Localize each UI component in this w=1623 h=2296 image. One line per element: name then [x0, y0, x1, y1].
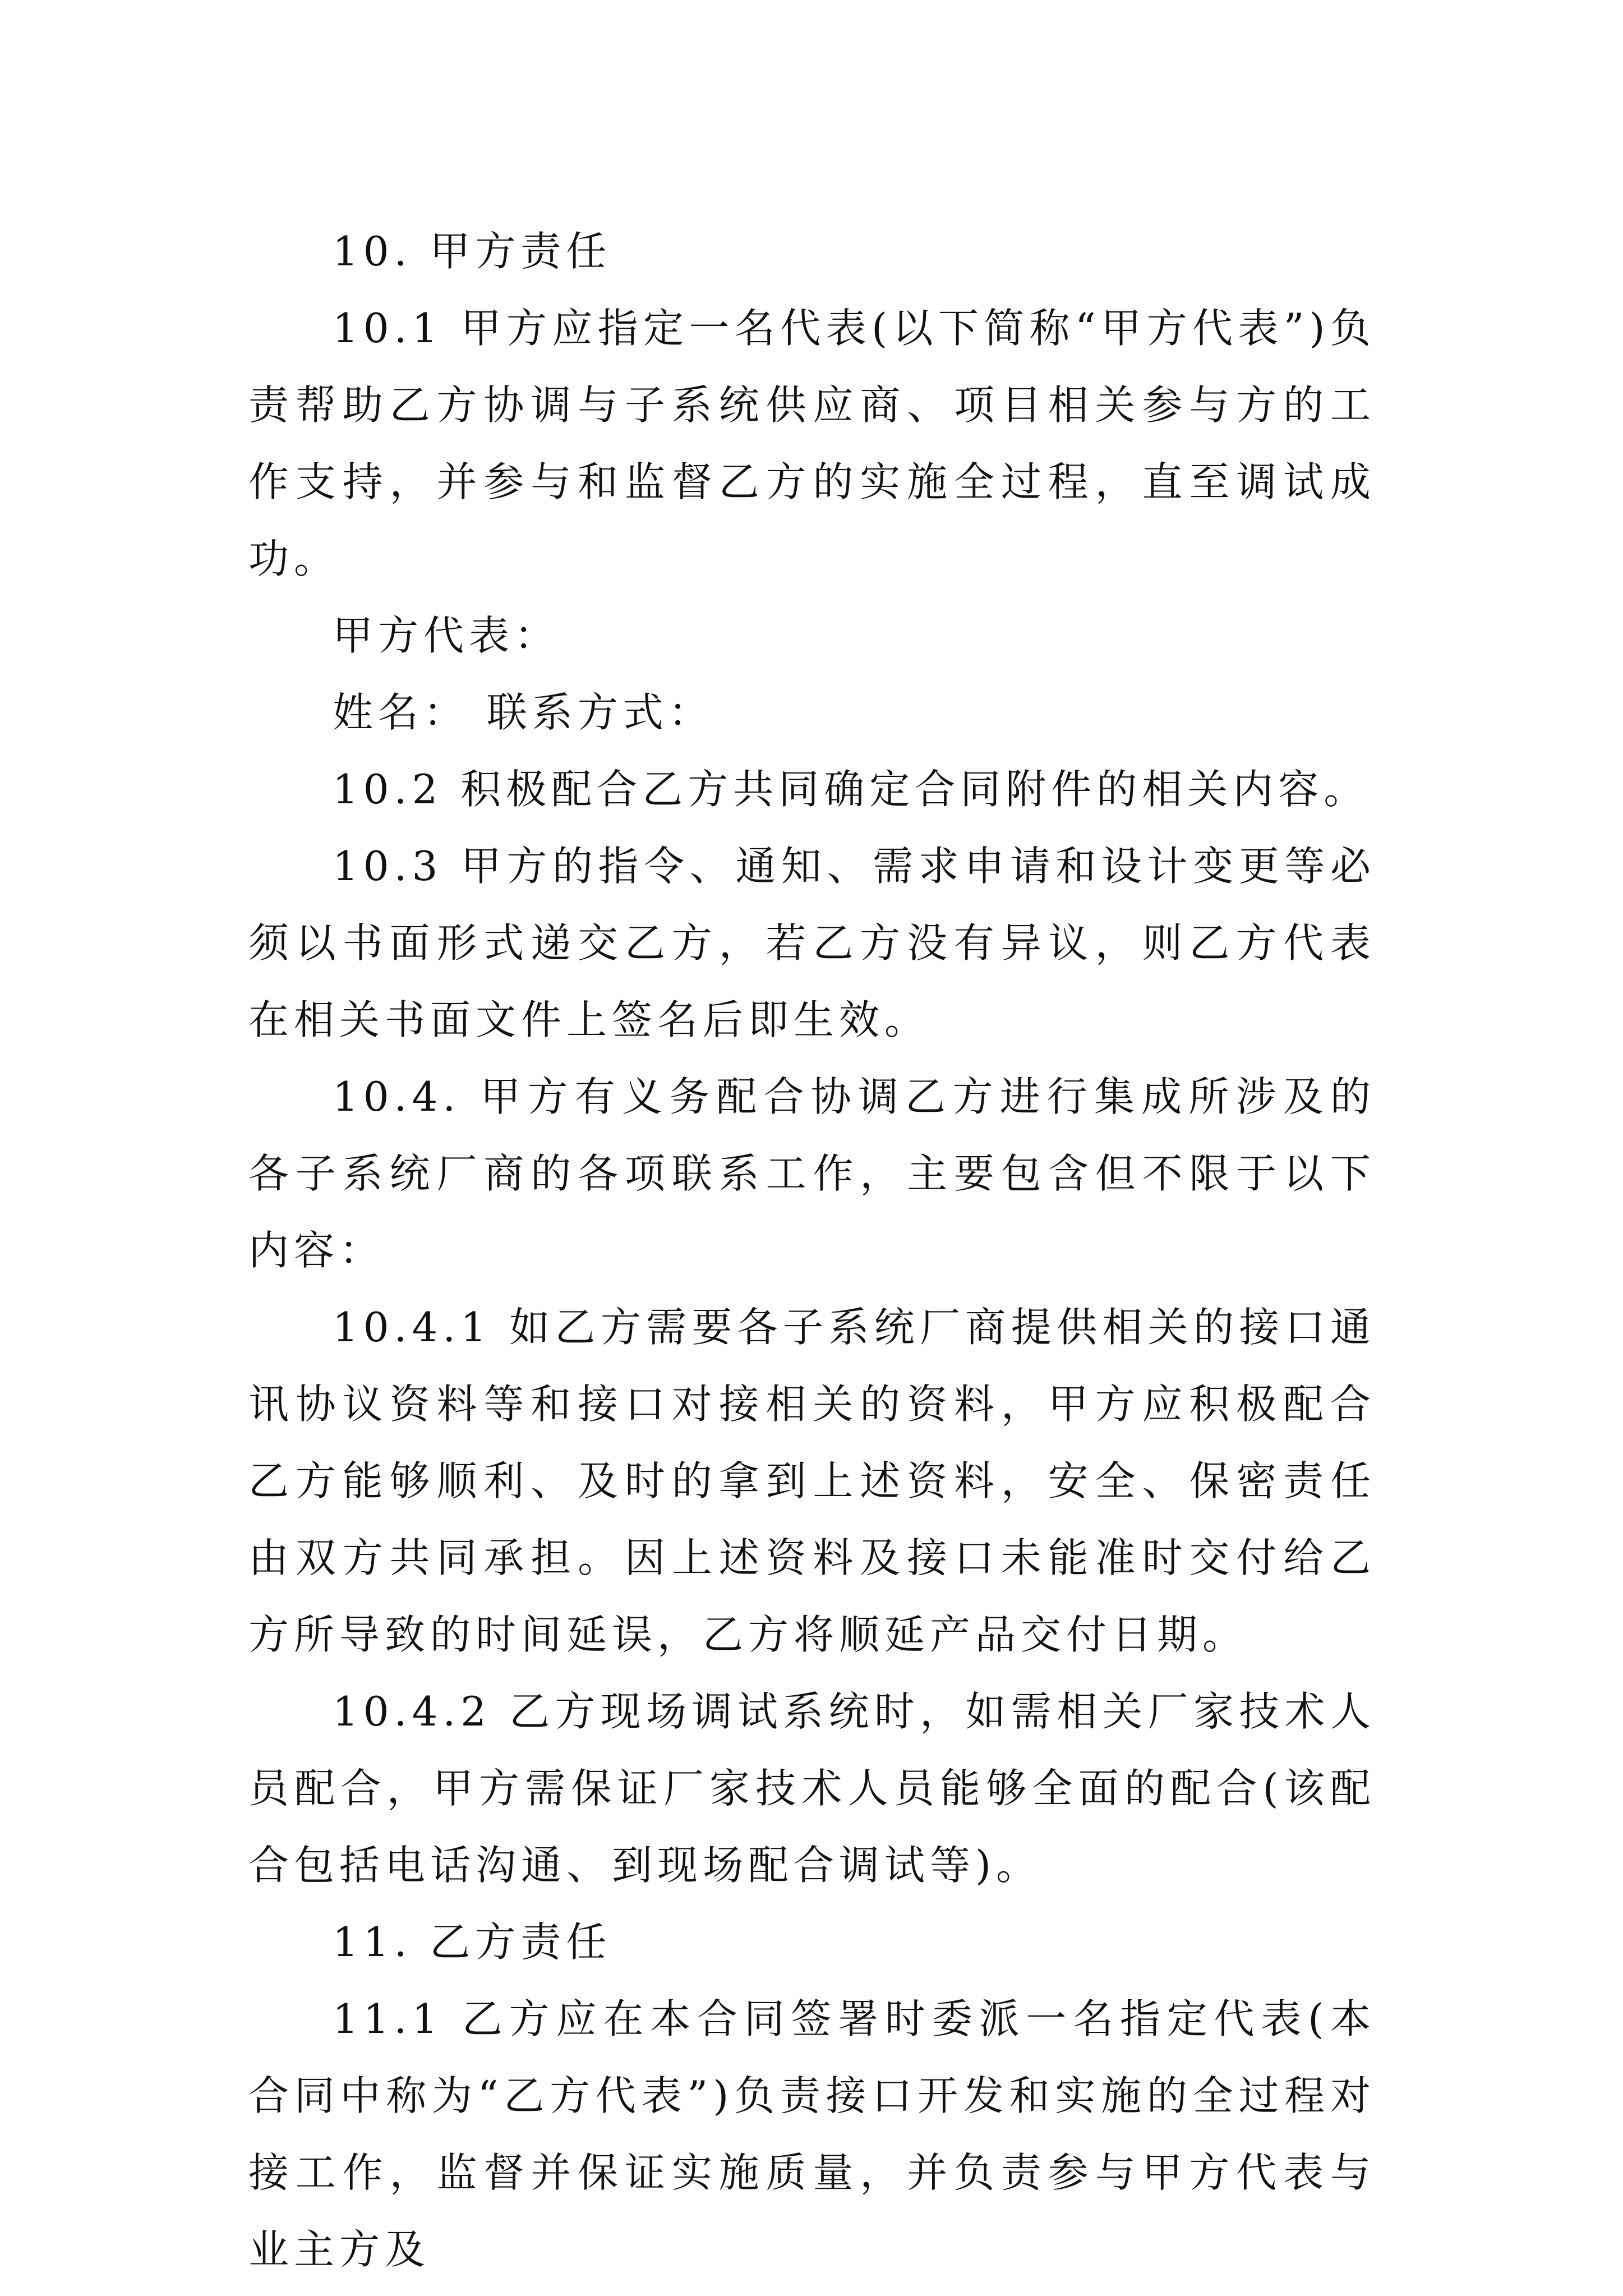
document-body [248, 213, 1376, 2288]
clause-paragraph: 10.4. 甲方有义务配合协调乙方进行集成所涉及的各子系统厂商的各项联系工作，主要包含但不限于以下内容： [248, 1073, 1376, 1274]
clause-paragraph: 10.3 甲方的指令、通知、需求申请和设计变更等必须以书面形式递交乙方，若乙方没有异议，则乙方代表在相关书面文件上签名后即生效。 [248, 843, 1376, 1043]
representative-label: 甲方代表： [333, 612, 560, 659]
section-heading: 11. 乙方责任 [333, 1918, 612, 1966]
clause-paragraph: 10.4.1 如乙方需要各子系统厂商提供相关的接口通讯协议资料等和接口对接相关的资料，甲方应积极配合乙方能够顺利、及时的拿到上述资料，安全、保密责任由双方共同承担。因上述资料及接口未能准时交付给乙方所导致的时间延误，乙方将顺延产品交付日期。 [248, 1304, 1376, 1658]
clause-paragraph: 11.1 乙方应在本合同签署时委派一名指定代表(本合同中称为“乙方代表”)负责接口开发和实施的全过程对接工作，监督并保证实施质量，并负责参与甲方代表与业主方及 [248, 1995, 1376, 2273]
section-heading: 10. 甲方责任 [333, 228, 612, 275]
clause-paragraph: 10.2 积极配合乙方共同确定合同附件的相关内容。 [333, 766, 1370, 813]
clause-paragraph: 10.4.2 乙方现场调试系统时，如需相关厂家技术人员配合，甲方需保证厂家技术人员能够全面的配合(该配合包括电话沟通、到现场配合调试等)。 [248, 1688, 1376, 1889]
contact-fields-line: 姓名： 联系方式： [333, 689, 714, 736]
clause-paragraph: 10.1 甲方应指定一名代表(以下简称“甲方代表”)负责帮助乙方协调与子系统供应商、项目相关参与方的工作支持，并参与和监督乙方的实施全过程，直至调试成功。 [248, 305, 1376, 582]
